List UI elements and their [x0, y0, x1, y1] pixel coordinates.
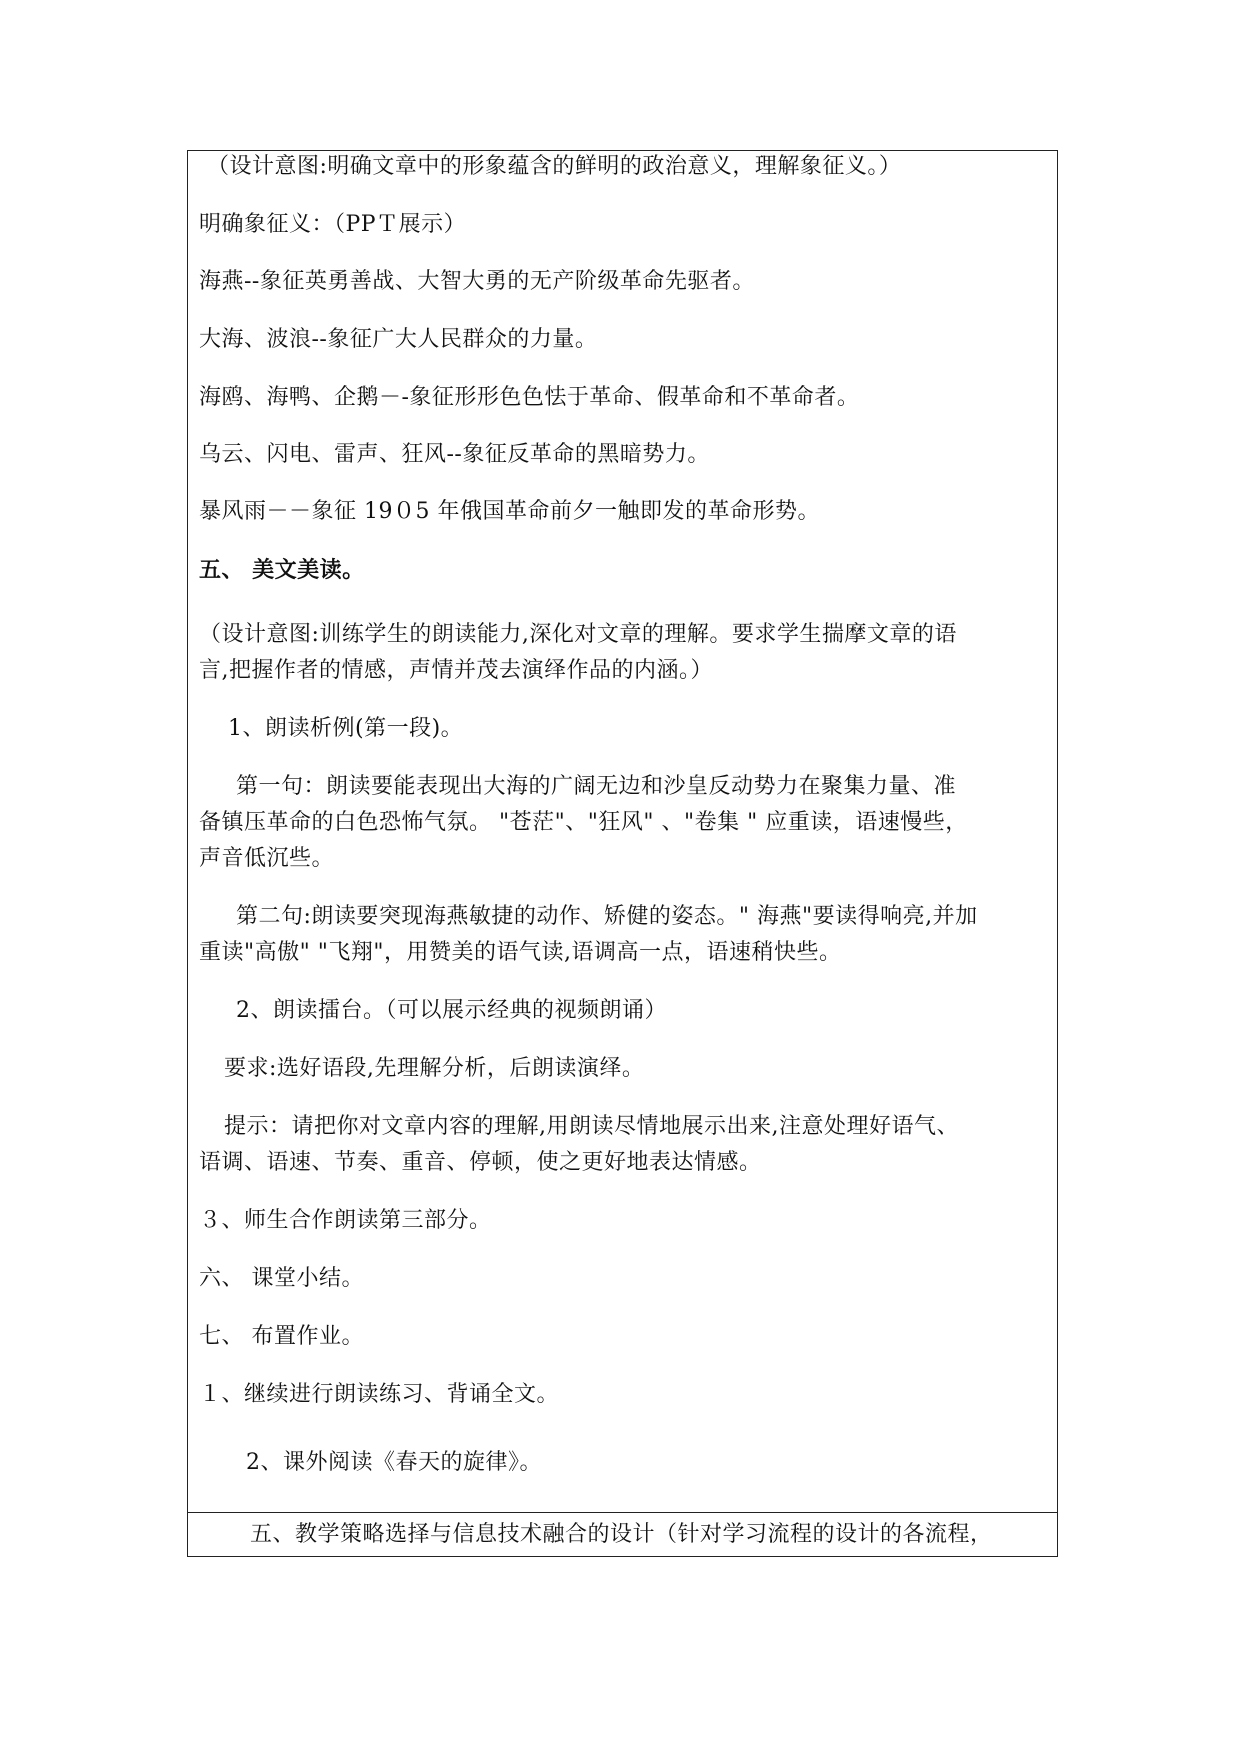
section-six-heading: 六、 课堂小结。	[199, 1266, 364, 1291]
symbolism-heading: 明确象征义：（PPＴ展示）	[199, 212, 467, 237]
second-sentence-line-2: 重读"高傲" "飞翔"，用赞美的语气读,语调高一点，语速稍快些。	[199, 940, 842, 965]
symbol-line-storm: 暴风雨－－象征 19０5 年俄国革命前夕一触即发的革命形势。	[199, 499, 820, 524]
symbol-line-sea: 大海、波浪--象征广大人民群众的力量。	[199, 327, 598, 352]
reading-intent-line-1: （设计意图:训练学生的朗读能力,深化对文章的理解。要求学生揣摩文章的语	[199, 622, 957, 647]
symbol-line-gulls: 海鸥、海鸭、企鹅－-象征形形色色怯于革命、假革命和不革命者。	[199, 385, 860, 410]
second-sentence-line-1: 第二句:朗读要突现海燕敏捷的动作、矫健的姿态。" 海燕"要读得响亮,并加	[236, 904, 978, 929]
reading-contest-heading: 2、朗读擂台。（可以展示经典的视频朗诵）	[236, 998, 667, 1023]
homework-item-1: １、继续进行朗读练习、背诵全文。	[199, 1382, 560, 1407]
section-seven-heading: 七、 布置作业。	[199, 1324, 364, 1349]
symbol-line-clouds: 乌云、闪电、雷声、狂风--象征反革命的黑暗势力。	[199, 442, 710, 467]
section-five-heading: 五、 美文美读。	[199, 557, 365, 583]
design-intent-line: （设计意图:明确文章中的形象蕴含的鲜明的政治意义，理解象征义。）	[207, 154, 902, 179]
hint-line-2: 语调、语速、节奏、重音、停顿，使之更好地表达情感。	[199, 1150, 762, 1175]
first-sentence-line-3: 声音低沉些。	[199, 846, 335, 871]
reading-example-heading: 1、朗读析例(第一段)。	[228, 716, 464, 741]
hint-line-1: 提示：请把你对文章内容的理解,用朗读尽情地展示出来,注意处理好语气、	[224, 1114, 959, 1139]
first-sentence-line-2: 备镇压革命的白色恐怖气氛。 "苍茫"、"狂风" 、"卷集 " 应重读，语速慢些，	[199, 810, 968, 835]
reading-intent-line-2: 言,把握作者的情感，声情并茂去演绎作品的内涵。）	[199, 658, 713, 683]
symbol-line-petrel: 海燕--象征英勇善战、大智大勇的无产阶级革命先驱者。	[199, 269, 755, 294]
requirement-line: 要求:选好语段,先理解分析，后朗读演绎。	[224, 1056, 645, 1081]
homework-item-2: 2、课外阅读《春天的旋律》。	[246, 1450, 542, 1475]
first-sentence-line-1: 第一句：朗读要能表现出大海的广阔无边和沙皇反动势力在聚集力量、准	[236, 774, 957, 799]
next-section-heading: 五、教学策略选择与信息技术融合的设计（针对学习流程的设计的各流程，	[250, 1522, 993, 1547]
cooperative-reading-line: ３、师生合作朗读第三部分。	[199, 1208, 492, 1233]
